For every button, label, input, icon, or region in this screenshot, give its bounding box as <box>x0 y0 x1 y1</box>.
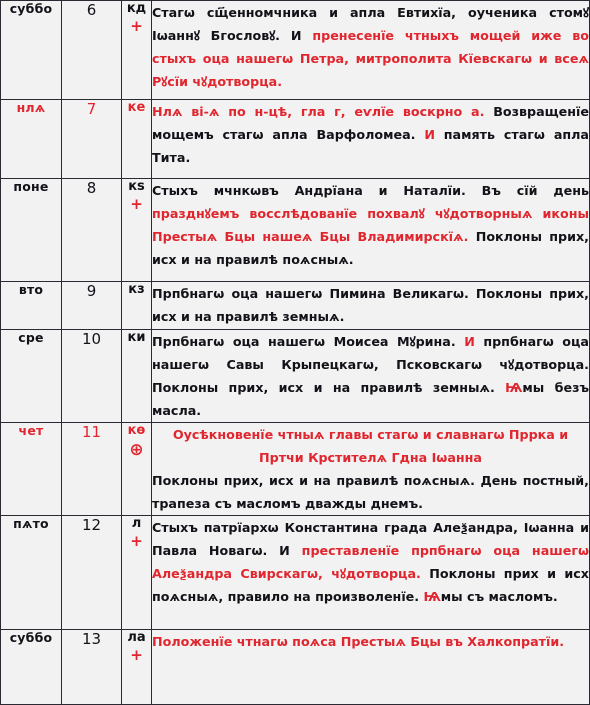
body-text: Стагѡ сщ҃енномчника и апла Евтихїа, оученика стомꙋ Ιѡаннꙋ Бгословꙋ. И <box>152 5 589 43</box>
slavonic-date: ла <box>127 630 146 645</box>
cross-icon: + <box>130 532 143 550</box>
weekday-cell: пѧто <box>1 516 62 630</box>
weekday-cell: нлѧ <box>1 100 62 179</box>
feast-text-cell <box>152 282 590 330</box>
slavonic-date: кд <box>126 1 147 16</box>
calendar-row <box>1 630 590 705</box>
day-number-cell: 7 <box>62 100 122 179</box>
feast-text-cell <box>152 630 590 705</box>
day-number-cell: 10 <box>62 330 122 423</box>
body-text: мы съ масломъ. <box>440 589 558 604</box>
feast-text-cell <box>152 330 590 423</box>
rubric-text: празднꙋемъ восслѣдованїе похвалꙋ чꙋдотворныѧ иконы Престыѧ Бцы нашеѧ Бцы Владимирскїѧ. <box>152 206 589 244</box>
day-number-cell: 9 <box>62 282 122 330</box>
slavonic-date: кѳ <box>127 423 146 438</box>
slavonic-date: ке <box>127 100 146 115</box>
cross-icon: + <box>130 17 143 35</box>
weekday-cell: чет <box>1 423 62 516</box>
rubric-text: преставленїе прпбнагѡ оца нашегѡ Алеѯандра Свирскагѡ, чꙋдотворца. <box>152 543 589 581</box>
weekday-cell: суббо <box>1 1 62 100</box>
body-text: память стагѡ апла Тита. <box>152 127 589 165</box>
calendar-row <box>1 1 590 100</box>
body-text: Поклоны прих, исх и на правилѣ поѧсныѧ. <box>152 229 589 267</box>
body-text: Поклоны прих и исх поѧсныѧ, правило на произволенїе. <box>152 566 589 604</box>
body-text: Поклоны прих, исх и на правилѣ поѧсныѧ. День постный, трапеза съ масломъ дважды днемъ. <box>152 473 589 511</box>
slavonic-date-cell <box>122 516 152 630</box>
calendar-row <box>1 330 590 423</box>
rubric-text: Нлѧ ві-ѧ по н-цѣ, гла г, еѵлїе воскрно а. <box>152 104 485 119</box>
day-number-cell: 13 <box>62 630 122 705</box>
body-text: прпбнагѡ оца нашегѡ Савы Крыпецкагѡ, Псковскагѡ чꙋдотворца. Поклоны прих, исх и на правилѣ земныѧ. <box>152 334 589 395</box>
weekday-cell: суббо <box>1 630 62 705</box>
slavonic-date: кз <box>128 282 145 297</box>
day-number-cell: 6 <box>62 1 122 100</box>
weekday-cell: вто <box>1 282 62 330</box>
calendar-row <box>1 516 590 630</box>
calendar-row <box>1 423 590 516</box>
feast-text-cell <box>152 516 590 630</box>
rubric-text: Ѩ <box>423 589 441 604</box>
rubric-text: И <box>464 334 475 349</box>
rubric-text: пренесенїе чтныхъ мощей иже во стыхъ оца нашегѡ Петра, митрополита Кїевскагѡ и всеѧ Рꙋсїи чꙋдотворца. <box>152 28 589 89</box>
body-text: Прпбнагѡ оца нашегѡ Пимина Великагѡ. Поклоны прих, исх и на правилѣ земныѧ. <box>152 286 589 324</box>
body-text: Стыхъ мчнкѡвъ Андрїана и Наталїи. Въ сїй день <box>152 183 589 198</box>
feast-text-cell <box>152 100 590 179</box>
slavonic-date-cell <box>122 423 152 516</box>
rubric-text: Оусѣкновенїе чтныѧ главы стагѡ и славнагѡ Прркa и Пртчи Крстителѧ Гдна Ιѡанна <box>172 427 569 465</box>
rubric-text: Положенїе чтнагѡ поѧса Престыѧ Бцы въ Халкопратїи. <box>152 634 565 649</box>
day-number-cell: 11 <box>62 423 122 516</box>
slavonic-date-cell <box>122 282 152 330</box>
weekday-cell: сре <box>1 330 62 423</box>
body-text: мы безъ масла. <box>152 380 589 418</box>
slavonic-date: ки <box>127 330 146 345</box>
cross-icon: + <box>130 195 143 213</box>
feast-text-cell <box>152 179 590 282</box>
feast-text-cell <box>152 423 590 516</box>
day-number-cell: 12 <box>62 516 122 630</box>
calendar-row <box>1 100 590 179</box>
calendar-row <box>1 282 590 330</box>
cross-icon: + <box>130 646 143 664</box>
circled-cross-icon: ⊕ <box>129 440 144 460</box>
feast-text-cell <box>152 1 590 100</box>
slavonic-date-cell <box>122 100 152 179</box>
slavonic-date: кѕ <box>128 179 145 194</box>
rubric-text: И <box>424 127 435 142</box>
slavonic-date-cell <box>122 330 152 423</box>
slavonic-date: л <box>131 516 142 531</box>
calendar-row <box>1 179 590 282</box>
slavonic-date-cell <box>122 1 152 100</box>
body-text: Прпбнагѡ оца нашегѡ Моисеа Мꙋрина. <box>152 334 465 349</box>
slavonic-date-cell <box>122 179 152 282</box>
weekday-cell: поне <box>1 179 62 282</box>
day-number-cell: 8 <box>62 179 122 282</box>
body-text: Стыхъ патрїархѡ Константина града Алеѯандра, Ιѡанна и Павла Новагѡ. И <box>152 520 589 558</box>
body-text: Возвращенїе мощемъ стагѡ апла Варфоломеа. <box>152 104 590 142</box>
rubric-text: Ѩ <box>505 380 523 395</box>
slavonic-date-cell <box>122 630 152 705</box>
